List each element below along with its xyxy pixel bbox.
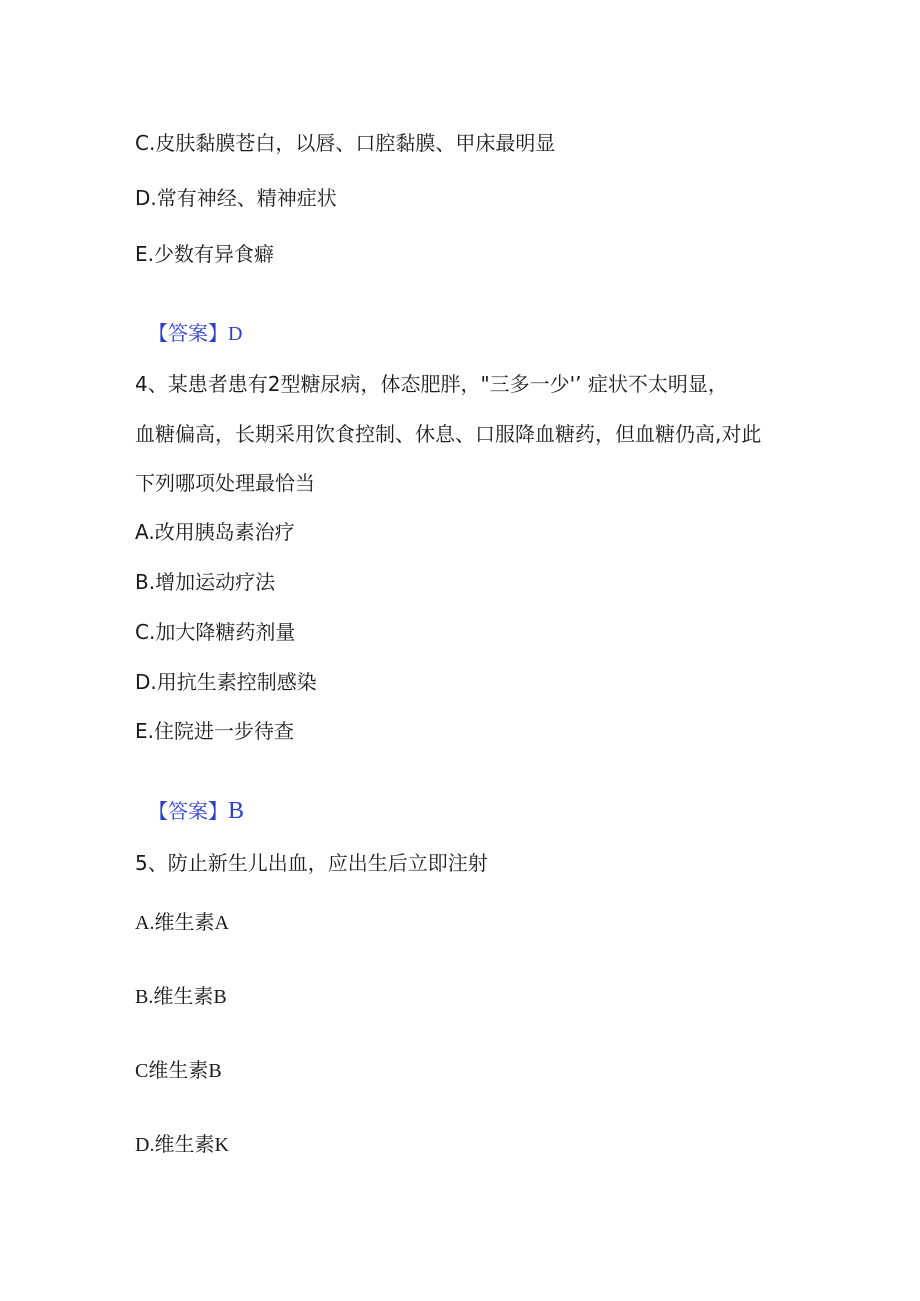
q4-option-d: D.用抗生素控制感染 [135, 670, 317, 694]
q4-option-a: A.改用胰岛素治疗 [135, 520, 295, 544]
q5-option-b: B.维生素B [135, 986, 227, 1008]
q4-option-b: B.增加运动疗法 [135, 570, 276, 594]
q5-option-d: D.维生素K [135, 1134, 229, 1156]
q5-option-c: C维生素B [135, 1060, 222, 1082]
q4-stem-line-1: 4、某患者患有2型糖尿病，体态肥胖，"三多一少'’ 症状不太明显， [135, 372, 728, 396]
q3-option-d: D.常有神经、精神症状 [135, 186, 337, 210]
q4-option-c: C.加大降糖药剂量 [135, 620, 296, 644]
q4-stem-line-2: 血糖偏高，长期采用饮食控制、休息、口服降血糖药，但血糖仍高,对此 [135, 422, 762, 446]
answer-value: D [228, 323, 243, 345]
q4-option-e: E.住院进一步待查 [135, 719, 294, 743]
q3-answer [148, 320, 242, 347]
q3-option-e: E.少数有异食癖 [135, 242, 274, 266]
q4-answer [148, 798, 244, 824]
answer-label: 【答案】 [148, 799, 228, 823]
answer-value: B [228, 798, 245, 824]
q5-stem: 5、防止新生儿出血，应出生后立即注射 [135, 851, 488, 875]
answer-label: 【答案】 [148, 321, 228, 345]
q5-option-a: A.维生素A [135, 912, 229, 934]
q3-option-c: C.皮肤黏膜苍白，以唇、口腔黏膜、甲床最明显 [135, 131, 556, 155]
q4-stem-line-3: 下列哪项处理最恰当 [135, 471, 315, 495]
